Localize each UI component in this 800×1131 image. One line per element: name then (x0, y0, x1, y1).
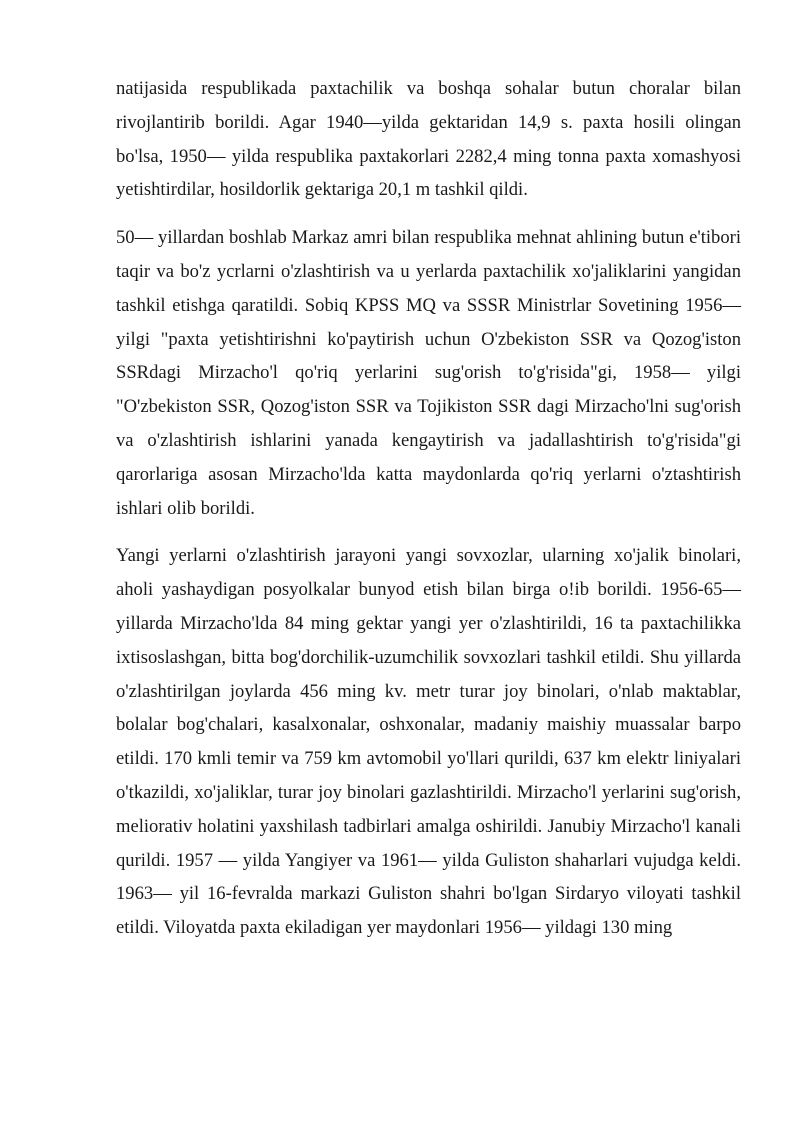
paragraph-1: natijasida respublikada paxtachilik va boshqa sohalar butun choralar bilan rivojlantirib borildi. Agar 1940—yilda gektaridan 14,9 s. paxta hosili olingan bo'lsa, 1950— yilda respublika paxtakorlari 2282,4 ming tonna paxta xomashyosi yetishtirdilar, hosildorlik gektariga 20,1 m tashkil qildi. (116, 78, 741, 201)
paragraph-3: Yangi yerlarni o'zlashtirish jarayoni yangi sovxozlar, ularning xo'jalik binolari, aholi yashaydigan posyolkalar bunyod etish bilan birga o!ib borildi. 1956-65— yillarda Mirzacho'lda 84 ming gektar yangi yer o'zlashtirildi, 16 ta paxtachilikka ixtisoslashgan, bitta bog'dorchilik-uzumchilik sovxozlari tashkil etildi. Shu yillarda o'zlashtirilgan joylarda 456 ming kv. metr turar joy binolari, o'nlab maktablar, bolalar bog'chalari, kasalxonalar, oshxonalar, madaniy maishiy muassalar barpo etildi. 170 kmli temir va 759 km avtomobil yo'llari qurildi, 637 km elektr liniyalari o'tkazildi, xo'jaliklar, turar joy binolari gazlashtirildi. Mirzacho'l yerlarini sug'orish, meliorativ holatini yaxshilash tadbirlari amalga oshirildi. Janubiy Mirzacho'l kanali qurildi. 1957 — yilda Yangiyer va 1961— yilda Guliston shaharlari vujudga keldi. 1963— yil 16-fevralda markazi Guliston shahri bo'lgan Sirdaryo viloyati tashkil etildi. Viloyatda paxta ekiladigan yer maydonlari 1956— yildagi 130 ming (116, 545, 741, 939)
paragraph-2: 50— yillardan boshlab Markaz amri bilan respublika mehnat ahlining butun e'tibori taqir va bo'z ycrlarni o'zlashtirish va u yerlarda paxtachilik xo'jaliklarini yangidan tashkil etishga qaratildi. Sobiq KPSS MQ va SSSR Ministrlar Sovetining 1956— yilgi "paxta yetishtirishni ko'paytirish uchun O'zbekiston SSR va Qozog'iston SSRdagi Mirzacho'l qo'riq yerlarini sug'orish to'g'risida"gi, 1958— yilgi "O'zbekiston SSR, Qozog'iston SSR va Tojikiston SSR dagi Mirzacho'lni sug'orish va o'zlashtirish ishlarini yanada kengaytirish va jadallashtirish to'g'risida"gi qarorlariga asosan Mirzacho'lda katta maydonlarda qo'riq yerlarni o'ztashtirish ishlari olib borildi. (116, 227, 741, 519)
document-body (116, 72, 741, 959)
